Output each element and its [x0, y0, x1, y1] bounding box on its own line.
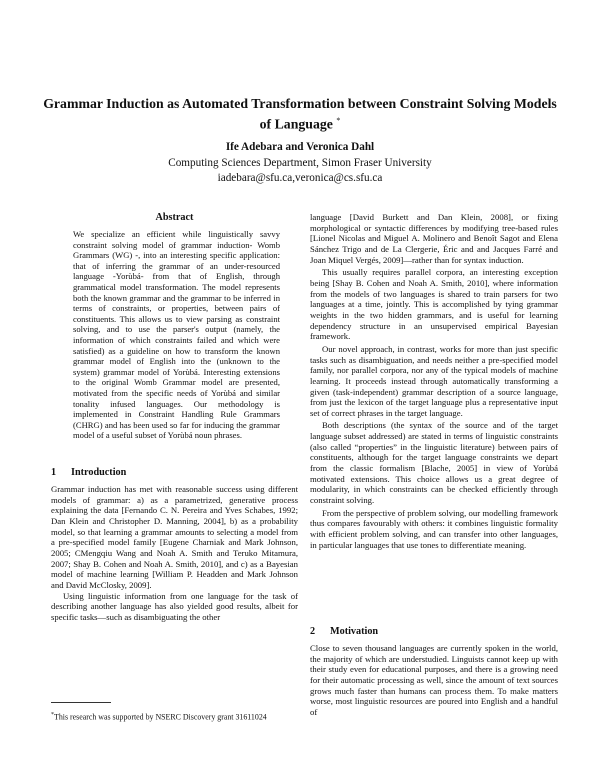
motivation-paragraph-1: Close to seven thousand languages are currently spoken in the world, the majority of which are understudied. Linguists cannot keep up with their study even for educational purposes, and there is a growing need for their automatic processing as well, since the amount of text sources grows much faster than humans can process them. To make matters worse, most linguistic resources are poured into English and a handful of: [310, 643, 558, 717]
footnote-text: This research was supported by NSERC Discovery grant 31611024: [54, 712, 267, 722]
intro-paragraph-6: From the perspective of problem solving, our modelling framework thus compares favourably with others: it combines linguistic formality with efficient problem solving, and can transfer into other languages, in particular languages that use tones to differentiate meaning.: [310, 507, 558, 550]
author-emails: iadebara@sfu.ca,veronica@cs.sfu.ca: [217, 172, 383, 184]
intro-paragraph-3: This usually requires parallel corpora, an interesting exception being [Shay B. Cohen and Noah A. Smith, 2010], where information from the models of two languages is shared to train parsers for two languages at a time, jointly. This is accomplished by tying grammar weights in the two hidden grammars, and is useful for learning dependency structure in an unsupervised empirical Bayesian framework.: [310, 267, 558, 342]
section-title: Introduction: [71, 467, 127, 478]
section-heading-motivation: [310, 626, 378, 637]
intro-paragraph-2: Using linguistic information from one language for the task of describing another language has also yielded good results, albeit for specific tasks—such as disambiguating the other: [51, 590, 298, 622]
author-names: Ife Adebara and Veronica Dahl: [225, 141, 375, 153]
right-column-text: [310, 212, 558, 550]
title-footnote-mark: *: [336, 116, 341, 125]
author-affiliation: Computing Sciences Department, Simon Fraser University: [168, 156, 432, 169]
motivation-text: [310, 643, 558, 718]
footnote: [51, 710, 298, 723]
abstract-heading: Abstract: [155, 212, 194, 223]
section-number: 2: [310, 626, 316, 637]
intro-paragraph-5: Both descriptions (the syntax of the source and of the target language subset addressed) are stated in terms of linguistic constraints (also called “properties” in the linguistic literature) between pairs of constituents, although for the target language constraints we depart from the classic formalism [Blache, 2005] in view of Yorùbá motivated extensions. This choice allows us a great degree of modularity, in which constraints can be checked efficiently through constraint solving.: [310, 420, 558, 506]
author-block: [40, 140, 560, 187]
paper-title: [40, 95, 560, 133]
intro-paragraph-2-continued: language [David Burkett and Dan Klein, 2008], or fixing morphological or syntactic differences by modifying tree-based rules [Lionel Nicolas and Miguel A. Molinero and Benoît Sagot and Elena Sánchez Trigo and de La Clergerie, Éric and and Jacques Farré and Joan Miquel Vergés, 2009]—rather than for syntax induction.: [310, 212, 558, 265]
section-number: 1: [51, 467, 57, 478]
abstract-body: We specialize an efficient while linguistically savvy constraint solving model of grammar induction- Womb Grammars (WG) -, into an interesting specific application: that of inferring the grammar of an under-resourced language -Yorùbá- from that of English, through grammatical model transformation. The model represents both the known grammar and the grammar to be inferred in terms of constraints, or properties, between pairs of constituents. This allows us to view parsing as constraint solving, and to use the parser's output (namely, the information of which constraints failed and which were satisfied) as a guideline on how to transform the known grammar model of English into the (unknown to the system) grammar model of Yorùbá. Interesting extensions to the original Womb Grammar model are presented, motivated from the specific needs of Yorùbá and similar tonality infused languages. Our methodology is implemented in Constraint Handling Rule Grammars (CHRG) and has been used so far for inducing the grammar model of a useful subset of Yorùbá noun phrases.: [73, 229, 280, 441]
left-column-text: [51, 484, 298, 623]
title-text: Grammar Induction as Automated Transformation between Constraint Solving Models of Language: [43, 96, 557, 132]
intro-paragraph-1: Grammar induction has met with reasonable success using different models of grammar: a) as a parametrized, generative process explaining the data [Fernando C. N. Pereira and Yves Schabes, 1992; Dan Klein and Christopher D. Manning, 2004], b) as a probability model, so that learning a grammar amounts to selecting a model from a pre-specified model family [Eugene Charniak and Mark Johnson, 2005; CMengqiu Wang and Noah A. Smith and Teruko Mitamura, 2007; Shay B. Cohen and Noah A. Smith, 2010], and c) as a Bayesian model of machine learning [William P. Headden and Mark Johnson and David McClosky, 2009].: [51, 484, 298, 590]
section-heading-introduction: [51, 467, 126, 478]
intro-paragraph-4: Our novel approach, in contrast, works for more than just specific tasks such as disambiguation, and needs neither a pre-specified model family, nor parallel corpora, nor any of the typical models of machine learning. It proceeds instead through automatically transforming a given (task-independent) grammar description of a source language, from just the lexicon of the target language plus a representative input set of correct phrases in the target language.: [310, 343, 558, 418]
footnote-mark: *: [51, 712, 54, 718]
section-title: Motivation: [330, 626, 379, 637]
footnote-rule: [51, 702, 111, 703]
